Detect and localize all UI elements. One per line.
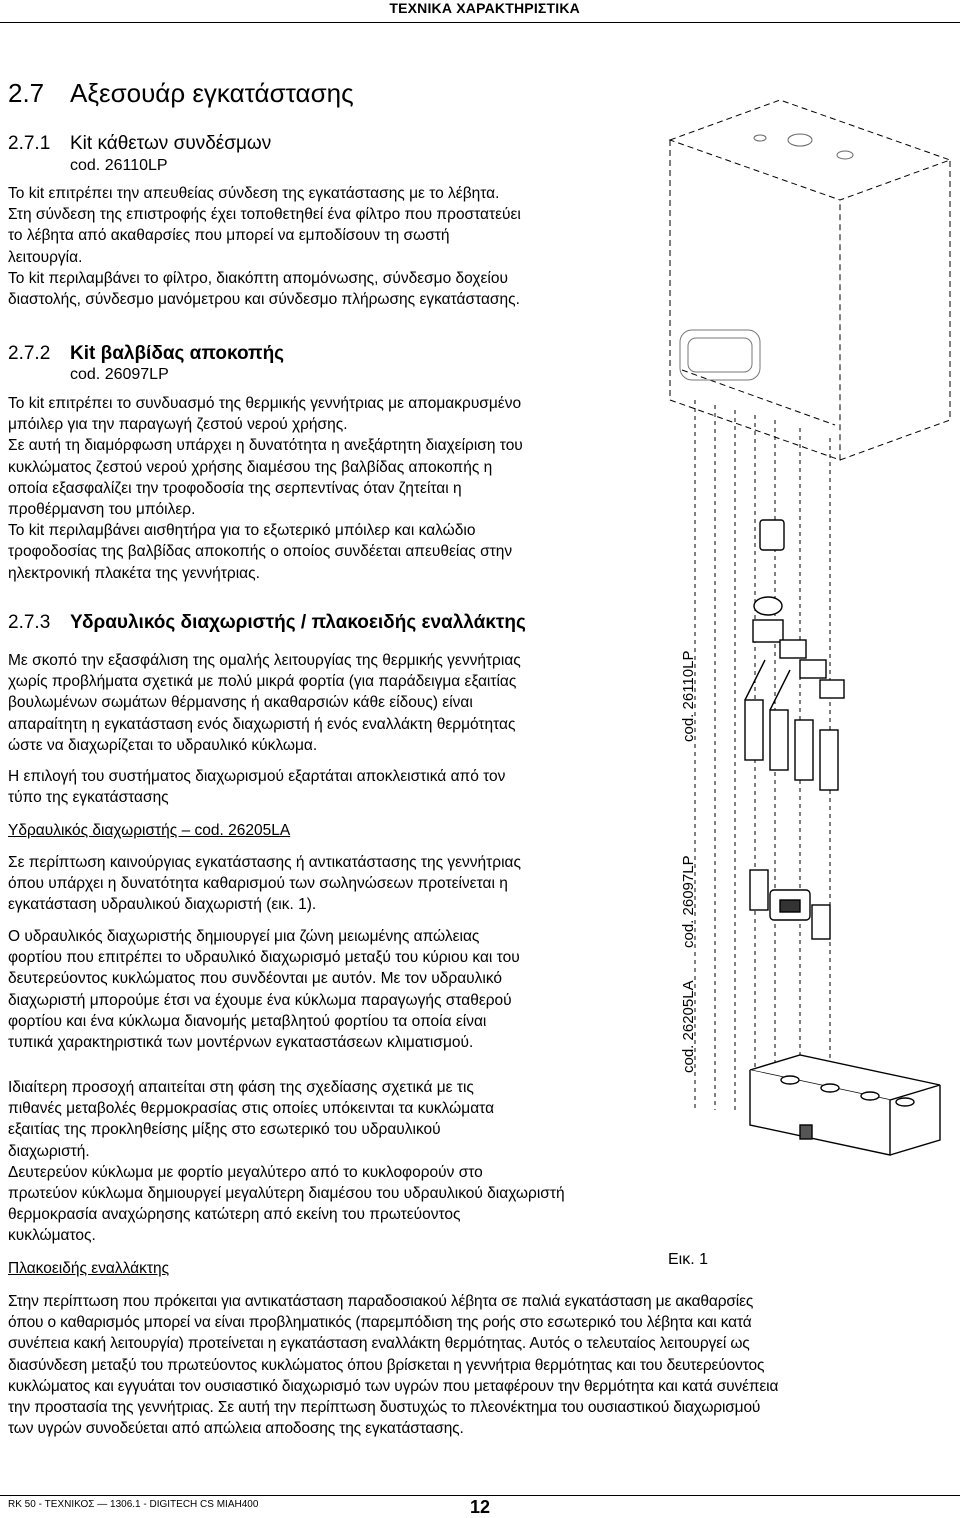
text-line: την προστασία της γεννήτριας. Σε αυτή την περίπτωση δυστυχώς το πλεονέκτημα του ουσιαστικού διαχωρισμού: [8, 1399, 761, 1417]
plate-exchanger-heading: Πλακοειδής εναλλάκτης: [8, 1260, 170, 1277]
boiler-top-fittings: [754, 134, 853, 159]
hydraulic-separator: [750, 1055, 940, 1155]
text-line: διασύνδεση μεταξύ του πρωτεύοντος κυκλώματος όπου βρίσκεται η γεννήτρια θερμότητας και του δευτερεύοντος: [8, 1356, 765, 1374]
subsection-number: 2.7.1: [8, 133, 51, 154]
figure-code-26110lp: cod. 26110LP: [680, 650, 697, 742]
text-line: Στη σύνδεση της επιστροφής έχει τοποθετηθεί ένα φίλτρο που προστατεύει: [8, 206, 521, 224]
text-line: μπόιλερ για την παραγωγή ζεστού νερού χρήσης.: [8, 416, 348, 434]
text-line: Στην περίπτωση που πρόκειται για αντικατάσταση παραδοσιακού λέβητα σε παλιά εγκατάσταση με ακαθαρσίες: [8, 1293, 754, 1310]
text-line: φορτίου και ένα κύκλωμα διανομής μεταβλητού φορτίου τα οποία είναι: [8, 1012, 487, 1030]
para-plate-exchanger: [8, 1291, 954, 1439]
text-line: Το kit επιτρέπει το συνδυασμό της θερμικής γεννήτριας με απομακρυσμένο: [8, 395, 522, 412]
subsection-number: 2.7.3: [8, 612, 51, 633]
text-line: εγκατάσταση υδραυλικού διαχωριστή (εικ. 1).: [8, 896, 317, 914]
text-line: Το kit περιλαμβάνει το φίλτρο, διακόπτη απομόνωσης, σύνδεσμο δοχείου: [8, 269, 508, 287]
text-line: προθέρμανση του μπόιλερ.: [8, 501, 196, 519]
subsection-2-7-1-body: [8, 183, 628, 310]
figure-code-26205la: cod. 26205LA: [680, 980, 697, 1073]
subsection-2-7-1-heading: [8, 133, 271, 155]
text-line: Δευτερεύον κύκλωμα με φορτίο μεγαλύτερο από το κυκλοφορούν στο: [8, 1163, 483, 1181]
boiler-outline: [670, 100, 950, 460]
text-line: τύπο της εγκατάστασης: [8, 789, 169, 807]
text-line: Το kit περιλαμβάνει αισθητήρα για το εξωτερικό μπόιλερ και καλώδιο: [8, 522, 476, 540]
para-new-install: [8, 852, 618, 916]
text-line: Σε περίπτωση καινούργιας εγκατάστασης ή αντικατάστασης της γεννήτριας: [8, 854, 521, 871]
footer-document-id: RK 50 - ΤΕΧΝΙΚΟΣ — 1306.1 - DIGITECH CS ΜΙΑΗ400: [8, 1499, 259, 1510]
text-line: όπου ο καθαρισμός μπορεί να είναι προβληματικός (παρεμπόδιση της ροής στο εσωτερικό του λέβητα και κατά: [8, 1314, 752, 1332]
text-line: απαραίτητη η εγκατάσταση ενός διαχωριστή ή ενός εναλλάκτη θερμότητας: [8, 715, 516, 733]
text-line: Ο υδραυλικός διαχωριστής δημιουργεί μια ζώνη μειωμένης απώλειας: [8, 928, 480, 945]
subsection-2-7-2-code: cod. 26097LP: [70, 366, 169, 383]
figure-code-26097lp: cod. 26097LP: [680, 855, 697, 948]
shutoff-valve-kit: [750, 870, 830, 939]
text-line: Η επιλογή του συστήματος διαχωρισμού εξαρτάται αποκλειστικά από τον: [8, 768, 506, 785]
text-line: δευτερεύοντος κυκλώματος που συνδέονται με αυτόν. Με τον υδραυλικό: [8, 970, 503, 988]
text-line: Ιδιαίτερη προσοχή απαιτείται στη φάση της σχεδίασης σχετικά με τις: [8, 1079, 474, 1096]
text-line: συνέπεια κακή λειτουργία) προτείνεται η εγκατάσταση εναλλάκτη θερμότητας. Αυτός ο τελευταίος λειτουργεί ως: [8, 1335, 750, 1353]
text-line: φορτίου που επιτρέπει το υδραυλικό διαχωρισμό μεταξύ του κύριου και του: [8, 949, 520, 967]
text-line: ώστε να διαχωρίζεται το υδραυλικό κύκλωμα.: [8, 736, 318, 754]
boiler-assembly-drawing: [640, 100, 955, 1260]
text-line: θερμοκρασία αναχώρησης κατώτερη από εκείνη του πρωτεύοντος: [8, 1206, 461, 1224]
text-line: διαστολής, σύνδεσμο μανόμετρου και σύνδεσμο πλήρωσης εγκατάστασης.: [8, 291, 520, 309]
section-title: Αξεσουάρ εγκατάστασης: [70, 78, 354, 108]
subsection-2-7-2-body: [8, 393, 628, 584]
separator-heading: Υδραυλικός διαχωριστής – cod. 26205LA: [8, 822, 291, 839]
text-line: το λέβητα από ακαθαρσίες που μπορεί να εμποδίσουν τη σωστή: [8, 227, 450, 245]
text-line: όπου υπάρχει η δυνατότητα καθαρισμού των σωληνώσεων προτείνεται η: [8, 875, 508, 893]
footer-rule: [0, 1495, 960, 1496]
text-line: εξαιτίας της προκληθείσης μίξης στο εσωτερικό του υδραυλικού: [8, 1121, 441, 1139]
para-design-caution: [8, 1077, 618, 1247]
text-line: διαχωριστή.: [8, 1142, 90, 1160]
text-line: κυκλώματος ζεστού νερού χρήσης διαμέσου της βαλβίδας αποκοπής η: [8, 458, 493, 476]
subsection-number: 2.7.2: [8, 343, 51, 364]
text-line: Με σκοπό την εξασφάλιση της ομαλής λειτουργίας της θερμικής γεννήτριας: [8, 652, 521, 669]
text-line: οποία εξασφαλίζει την τροφοδοσία της σερπεντίνας όταν ζητείται η: [8, 479, 462, 497]
page-number: 12: [470, 1497, 491, 1517]
text-line: τροφοδοσίας της βαλβίδας αποκοπής ο οποίος συνδέεται απευθείας στην: [8, 543, 513, 561]
para-purpose: [8, 650, 618, 756]
text-line: πιθανές μεταβολές θερμοκρασίας στις οποίες υπόκεινται τα κυκλώματα: [8, 1100, 495, 1118]
section-heading: [8, 78, 354, 109]
para-choice: [8, 766, 618, 808]
text-line: τυπικά χαρακτηριστικά των μοντέρνων εγκαταστάσεων κλιματισμού.: [8, 1034, 474, 1052]
subsection-2-7-3-heading: [8, 612, 526, 634]
header-rule: [0, 22, 960, 23]
figure-label: Εικ. 1: [668, 1251, 709, 1268]
text-line: κυκλώματος.: [8, 1227, 96, 1245]
para-separator-function: [8, 926, 618, 1053]
running-header: ΤΕΧΝΙΚΑ ΧΑΡΑΚΤΗΡΙΣΤΙΚΑ: [389, 0, 580, 16]
text-line: βουλωμένων σωμάτων θέρμανσης ή ακαθαρσιών κάθε είδους) είναι: [8, 694, 473, 712]
text-line: Το kit επιτρέπει την απευθείας σύνδεση της εγκατάστασης με το λέβητα.: [8, 185, 500, 202]
text-line: λειτουργία.: [8, 248, 83, 266]
boiler-bottom-panel: [680, 330, 760, 380]
subsection-2-7-2-heading: [8, 343, 284, 365]
text-line: πρωτεύον κύκλωμα δημιουργεί μεγαλύτερη διαμέσου του υδραυλικού διαχωριστή: [8, 1185, 565, 1203]
subsection-title: Kit βαλβίδας αποκοπής: [70, 343, 285, 364]
text-line: διαχωριστή μπορούμε έτσι να έχουμε ένα κύκλωμα παραγωγής σταθερού: [8, 991, 512, 1009]
subsection-title: Kit κάθετων συνδέσμων: [70, 133, 272, 154]
text-line: των υγρών συνοδεύεται από απώλεια αποδοσης της εγκατάστασης.: [8, 1420, 464, 1438]
vertical-connector-kit: [745, 520, 844, 790]
subsection-title: Υδραυλικός διαχωριστής / πλακοειδής εναλλάκτης: [70, 612, 526, 633]
section-number: 2.7: [8, 78, 45, 108]
text-line: κυκλώματος και εγγυάται τον ουσιαστικό διαχωρισμό των υγρών που μεταφέρουν την θερμότητα και κατά συνέπεια: [8, 1377, 779, 1395]
text-line: χωρίς προβλήματα σχετικά με πολύ μικρά φορτία (για παράδειγμα εξαιτίας: [8, 673, 517, 691]
text-line: ηλεκτρονική πλακέτα της γεννήτριας.: [8, 564, 260, 582]
text-line: Σε αυτή τη διαμόρφωση υπάρχει η δυνατότητα η ανεξάρτητη διαχείριση του: [8, 437, 523, 455]
subsection-2-7-1-code: cod. 26110LP: [70, 157, 168, 174]
